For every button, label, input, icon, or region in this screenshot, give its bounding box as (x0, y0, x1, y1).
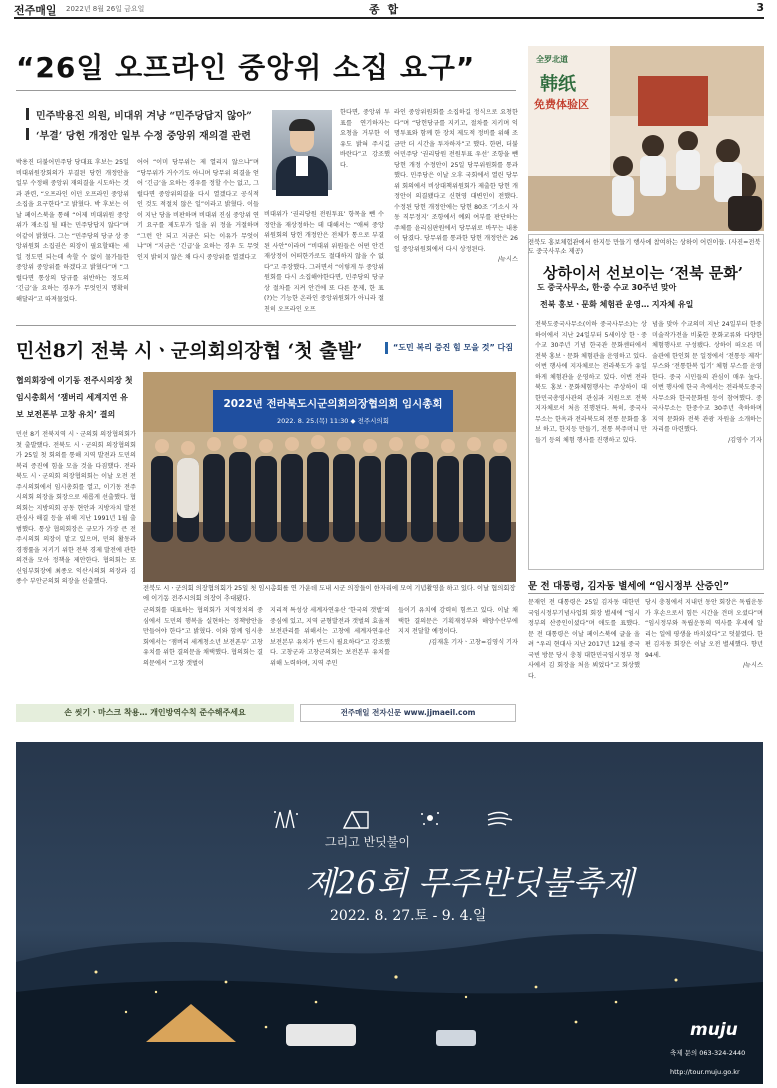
moon-body-col-2 (645, 598, 763, 692)
section-title: 종 합 (369, 3, 401, 16)
e-paper-banner[interactable]: 전주매일 전자신문 www.jjmaeil.com (300, 704, 516, 722)
tent-icon (342, 808, 370, 830)
sign-sub-text: 免费体验区 (534, 98, 589, 111)
workshop-photo (528, 46, 764, 231)
group-photo (143, 372, 516, 582)
article-rule (16, 325, 516, 326)
sidebar-marker (385, 342, 388, 354)
right-subhead-2: 전북 홍보ㆍ문화 체험관 운영… 지자체 유일 (540, 300, 694, 309)
right-body-col-2 (652, 320, 762, 548)
issue-date: 2022년 8월 26일 금요일 (66, 5, 145, 13)
firefly-icon (416, 808, 444, 830)
workshop-photo-caption: 전북도 홍보체험관에서 한지등 만들기 행사에 참여하는 상하이 어린이들. (사진=전북도 중국사무소 제공) (528, 239, 761, 255)
main-byline: /뉴시스 (497, 256, 518, 263)
advert-dates: 2022. 8. 27.토 - 9. 4.일 (330, 908, 487, 924)
second-body-col-2: 군의회를 대표하는 협의회가 지역정치의 중심에서 도민의 행복을 실현하는 정책방안을 만들어야 한다”고 밝혔다. 이와 함께 임시총회에서는 ‘잼버리 세계청소년 보전폰부’ 고창 유치를 위한 결의문을 채택했다. 협의회는 결의문에서 “고창 갯벌이 (143, 607, 263, 667)
moon-rule (528, 593, 764, 594)
masthead (14, 0, 764, 16)
right-byline: /김영수 기자 (728, 436, 762, 444)
advert-tagline: 그리고 반딧불이 (325, 835, 410, 849)
photo-banner-subtext: 2022. 8. 25.(목) 11:30 ◆ 전주시의회 (277, 417, 389, 425)
sign-top-text: 全罗北道 (536, 55, 568, 64)
moon-body-col-1: 문재인 전 대통령은 25일 김자동 대한민국임시정부기념사업회 회장 별세에 “임시정부의 산증인이셨다”며 애도를 표했다. 문 전 대통령은 이날 페이스북에 글을 올려 “우리 현대사 지난 2017년 12월 중국 국빈 방문 당시 충칭 대한민국임시정부 청사에서 김 회장을 처음 뵈었다”고 회상했다. (528, 599, 640, 680)
main-subhead-1: 민주박용진 의원, 비대위 겨냥 “민주당답지 않아” (36, 111, 252, 122)
second-body-col-4 (398, 606, 518, 692)
right-body-col-2-text: 념을 맞아 수교의미 지난 24일부터 한중 미술작가전을 비롯한 문화교류와 다양한 체험행사로 구성됐다. 상하이 떠오른 미술관에 한인회 문 일정에서 ‘전통등 제작’ 부스와 ‘전통한복 입기’ 체험 부스를 운영 한다. 중국 시민들의 관심이 매우 높다. 이번 행사에 한국 측에서는 전라북도중국사무소와 한국문화원 등이 참여했다. 중국사무소는 한중수교 30주년 축하하며 지역 문화와 전북 관광 자원을 소개하는 자리를 마련했다. (652, 321, 762, 433)
second-byline: /김재훈 기자ㆍ고창=김영식 기자 (429, 638, 518, 646)
photo-banner-text: 2022년 전라북도시군의회의장협의회 임시총회 (223, 398, 443, 410)
second-subhead: 협의회장에 이기동 전주시의장 첫 임시총회서 ‘잼버리 세계지연 유보 보전폰부 고창 유치’ 결의 (16, 376, 133, 419)
advert-url[interactable]: http://tour.muju.go.kr (670, 1068, 740, 1076)
main-body-col-3: 비대위가 ‘권리당원 전원투표’ 항목을 뺀 수정안을 재상정하는 데 대해서는 “애써 중앙위원회의 당헌 개정안은 전체가 통으로 부결된 사안”이라며 “비대위 위원들은 어떤 안건 재상정이 어떠한가로도 절대하지 않을 수 없다”고 주장했다. 그러면서 “이렇게 두 중앙위원회를 다시 소집해야한다면, 민주당의 당규 상 절차를 지켜 안건에 또 다른 문제, 한 표(?)는 기능한 온라인 중앙위원회가 아니라 절친히 오프라인 오프 (264, 211, 384, 313)
subhead-marker (26, 128, 29, 140)
advert-title: 제26회 무주반딧불축제 (305, 864, 635, 902)
advert-contact: 축제 문의 063-324-2440 (670, 1049, 746, 1057)
right-headline: 상하이서 선보이는 ‘전북 문화’ (543, 264, 743, 282)
health-notice-banner: 손 씻기ㆍ마스크 착용… 개인방역수칙 준수해주세요 (16, 704, 294, 722)
second-body-col-3: 지리적 특성상 세계자연유산 ‘한국의 갯벌’의 중심에 있고, 지역 균형발전과 갯벌의 효율적 보전관리를 위해서는 고창에 세계자연유산 보전본부 유치가 반드시 필요하다”고 강조했다. 고창군과 고창군의회는 보전본부 유치를 위해 노력하며, 지역 주민 (270, 607, 390, 667)
page-number: 3 (756, 1, 764, 14)
sign-main-text: 韩纸 (540, 74, 576, 95)
moon-byline: /뉴시스 (742, 662, 763, 669)
main-body-col-4-text: 라인 중앙위원회를 소집하길 정식으로 요청한다”며 “당헌당규를 지키고, 절차를 지키며 익명투표와 함께 한 장치 제도적 정비를 위해 조금만 더 시간을 투자하자”고 했다. 한편, 더불어민주당 ‘권리당원 전원투표 우선’ 조항을 뺀 당헌 개정 수정안이 25일 당무위원회를 통과했다. 민주당은 이날 오후 국회에서 열린 당무위 회의에서 비상대책위원회가 제출한 당헌 개정안이 의결됐다고 신현영 대변인이 전했다. 수정된 당헌 개정안에는 당헌 80조 ‘기소시 자동 직무정지’ 조항에서 예외 여부를 판단하는 주체를 윤리심판원에서 당무위로 바꾸는 내용이 담겼다. 당무위를 통과한 당헌 개정안은 26일 중앙위원회에서 다시 상정된다. (394, 109, 518, 253)
moon-body-col-2-text: 당시 충칭에서 지내던 동안 회장은 독립운동가 후손으로서 힘든 시간을 견뎌 오셨다”며 “임시정부와 독립운동의 역사를 후세에 알리는 일에 평생을 바치셨다”고 덧붙였다. 한편 김자동 회장은 이날 오전 별세했다. 향년 94세. (645, 599, 763, 659)
main-body-col-4 (394, 108, 518, 313)
main-subhead-2: ‘부결’ 당헌 개정안 일부 수정 중앙위 재의결 관련 (36, 131, 251, 142)
paper-name: 전주매일 (14, 4, 57, 17)
moon-headline: 문 전 대통령, 김자동 별세에 “임시정부 산증인” (528, 581, 730, 592)
portrait-photo (272, 110, 332, 190)
right-subhead-1: 도 중국사무소, 한·중 수교 30주년 맞아 (537, 283, 677, 292)
group-photo-caption: 전북도 시ㆍ군의회 의장협의회가 25일 첫 임시총회를 연 가운데 도내 시군 의장들이 한자리에 모여 기념촬영을 하고 있다. 이날 협의회장에 이기동 전주시의회 의장이 추대됐다. (143, 585, 516, 602)
trees-icon (272, 808, 300, 830)
wind-icon (486, 808, 514, 830)
second-body-col-1: 민선 8기 전북지역 시ㆍ군의회 의장협의회가 첫 출발했다. 전북도 시ㆍ군의회 의장협의회가 25일 첫 회의를 통해 지역 발전과 도민의 복리 증진에 힘을 모을 것을 다짐했다. 전라북도 시ㆍ군의회 의장협의회는 이날 오전 전주시의회에서 임시총회를 열고, 이기동 전주시의회 의장을 회장으로 새롭게 선출했다. 협의회는 지방의회 공동 현안과 지방자치 발전 관심사 해결 등을 위해 지난 1991년 1월 출범했다. 통상 협의회장은 규모가 가장 큰 전주시의회 의장이 맡고 있으며, 민의 활동과 경쟁률을 지키기 위한 전북 경제 발전에 관한 의견을 모아 정책을 제안한다. 협의회는 또 신임부회장에 최종오 익산시의회 의장과 김종수 부안군의회 의장을 선출했다. (16, 431, 136, 585)
main-body-col-2: 어어 “이미 당무위는 제 열리지 않으냐”며 “당무위가 거수기도 아니며 당무위 의결을 얻어 ‘긴급’을 요하는 경우를 정할 수는 없고, 그럴다면 중앙위의결을 다시 열겠다고 공식적 인 것도 적절치 않은 일”이라고 밝혔다. 이들이 지난 당을 비판하며 비대위 진심 중앙위 연기 요구를 제도부가 일을 위 정을 거절하며 “그런 안 되고 지금은 되는 이유가 무엇이냐”며 “지금은 ‘긴급’을 요하는 경우 도 무엇인지 밝히지 않은 채 다시 중앙위를 열겠다고 (137, 159, 259, 261)
main-body-col-1: 박용진 더불어민주당 당대표 후보는 25일 비대위원장회의가 부결된 당헌 개정안을 일부 수정해 중앙위 재의결을 시도하는 것과 관련, “오프라인 이던 오프라인 중앙위 소집을 요구한다”고 밝혔다. 박 후보는 이날 페이스북을 통해 “어제 비대위원 중앙위가 재소집 될 때는 민주당답지 않다”며 이같이 밝혔다. 그는 “민주당의 당규 상 중앙위원회 소집권은 의장이 필요할때는 세일 정도면 되는데 속할 수 없이 물가들한 중앙위 중앙위를 하겠다고 밝혔다”며 “그럴다면 통상의 당규를 위반하는 정도의 ‘긴급’을 요하는 경우가 무엇인지 명확히 해달라”고 따져물었다. (16, 159, 129, 303)
main-headline: “26일 오프라인 중앙위 소집 요구” (16, 51, 476, 84)
main-body-col-3-top: 한다면, 중앙위 투표를 연기하자는 요청을 거부한 이유도 밝혀 주시길 바란다”고 강조했다. (340, 109, 390, 169)
masthead-rule (14, 17, 764, 19)
subhead-marker (26, 108, 29, 120)
second-body-col-4-text: 들이기 유치에 강력히 힘쓰고 있다. 이날 채택한 결의문은 기획재정부와 해양수산부에 지지 전달할 예정이다. (398, 607, 518, 635)
muju-logo: muju (690, 1020, 738, 1040)
headline-rule (16, 90, 516, 91)
second-headline: 민선8기 전북 시ㆍ군의회의장협 ‘첫 출발’ (16, 340, 363, 362)
right-body-col-1: 전북도중국사무소(이하 중국사무소)는 상하이에서 지난 24일부터 5세이상 한ㆍ중 수교 30주년 기념 한국관 문화센터에서 전북 홍보ㆍ문화 체험관을 운영하고 있다. 이번 행사에 지자체로는 전라북도가 유일하게 체험관을 운영하고 있다. 이번 전라북도 홍보ㆍ문화체험행사는 주상하이 대한민국총영사관의 관심과 지원으로 전북 지자체로서 처음 진행된다. 특히, 중국사무소는 한옥과 전라북도의 전통 문화를 홍보 하고, 한지등 만들기, 전통 복주머니 만들기 등의 체험 행사를 진행하고 있다. (535, 321, 647, 444)
second-sidebar-head: “도민 복리 증진 힘 모을 것” 다짐 (393, 343, 513, 352)
